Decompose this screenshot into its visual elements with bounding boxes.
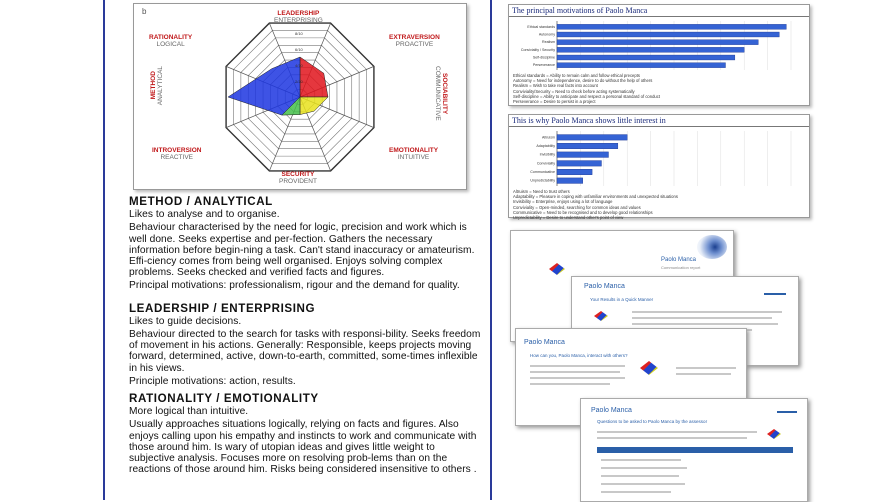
eye-logo-icon	[697, 235, 727, 259]
legend-line: Autonomy = Need for independence, desire to do without the help of others	[513, 78, 653, 84]
text-line	[632, 311, 782, 313]
bar	[557, 47, 744, 52]
left-border-line	[103, 0, 105, 500]
page-subtitle: Questions to be asked to Paolo Manca by the assessor	[597, 419, 708, 424]
section-rationality	[129, 393, 481, 475]
radar-scale-label: 8/10	[295, 31, 303, 36]
right-border-line	[490, 0, 492, 500]
category-label: Realism	[542, 40, 555, 45]
text-line	[597, 431, 757, 433]
bar	[557, 161, 601, 167]
category-label: Conviviality	[536, 161, 555, 166]
section-paragraph: Usually approaches situations logically, relying on facts and figures. Also enjoys calling upon his empathy and instincts to work and communicate with those around him. Is wary of utopian ideas and gives little weight to subjective analysis. Focuses more on resolving prob-lems than on the reactions of those around him. Risks being considered insensitive to others .	[129, 419, 477, 476]
report-page-thumbnail	[580, 398, 808, 502]
category-label: Communicative	[530, 170, 555, 175]
bar	[557, 135, 627, 141]
text-line	[601, 483, 685, 485]
bars-svg	[509, 127, 809, 189]
text-line	[530, 371, 620, 373]
mini-radar-icon	[594, 311, 608, 321]
bar	[557, 152, 608, 158]
bar	[557, 143, 618, 149]
category-label: Altruism	[542, 135, 555, 140]
page-title: Paolo Manca	[524, 339, 565, 346]
page-subtitle: Communication report	[661, 265, 701, 270]
text-line	[601, 475, 679, 477]
bar	[557, 24, 786, 29]
profile-text	[129, 196, 481, 477]
page-bar	[764, 293, 786, 295]
text-line	[601, 459, 681, 461]
section-method	[129, 196, 481, 292]
page-subtitle: How can you, Paolo Manca, interact with others?	[530, 353, 628, 358]
chart-title: This is why Paolo Manca shows little interest in	[509, 115, 809, 127]
section-paragraph: Behaviour characterised by the need for logic, precision and work which is well done. Seeks expertise and per-fection. Gathers the necessary information before begin-ning a task. Can't stand inaccuracy or amateurism. Effi-ciency comes from being well organised. Enjoys solving complex problems. Seeks checked and verified facts and figures.	[129, 222, 475, 279]
category-label: Adaptability	[536, 144, 555, 149]
radar-scale-label: 2/10	[295, 79, 303, 84]
section-heading: METHOD / ANALYTICAL	[129, 195, 273, 208]
text-line	[597, 437, 747, 439]
radar-svg	[134, 4, 466, 189]
bar	[557, 178, 583, 184]
page-bar	[777, 411, 797, 413]
category-label: Perseverance	[532, 63, 555, 68]
category-label: Ethical standards	[527, 24, 555, 29]
category-label: Autonomy	[538, 32, 555, 37]
legend-line: Adaptability = Pleasure in coping with unfamiliar environments and unexpected situations	[513, 194, 678, 200]
section-leadership	[129, 303, 481, 387]
text-line	[676, 373, 731, 375]
legend-line: Realism = Wish to take real facts into account	[513, 83, 598, 89]
page-subtitle: Your Results in a Quick Manner	[590, 297, 654, 302]
section-paragraph: More logical than intuitive.	[129, 406, 249, 418]
bar	[557, 32, 779, 37]
text-line	[632, 323, 778, 325]
text-line	[530, 365, 625, 367]
bar	[557, 63, 725, 68]
bars-svg	[509, 17, 809, 73]
legend-line: Invisibility = Enterprise, enjoys using a lot of language	[513, 199, 613, 205]
legend-line: Ethical standards = Ability to remain calm and follow ethical precepts	[513, 73, 640, 78]
axis-label-sociability: SOCIABILITY COMMUNICATIVE	[434, 66, 448, 121]
axis-label-emotionality: EMOTIONALITY INTUITIVE	[389, 147, 439, 161]
mini-radar-icon	[640, 361, 658, 375]
chart-title: The principal motivations of Paolo Manca	[509, 5, 809, 17]
mini-radar-icon	[767, 429, 781, 439]
page-title: Paolo Manca	[584, 283, 625, 290]
low-interest-chart	[508, 114, 810, 221]
axis-label-rationality: RATIONALITY LOGICAL	[149, 34, 193, 48]
section-paragraph: Likes to analyse and to organise.	[129, 209, 280, 221]
legend-line: Conviviality = Open-minded, searching for common ideas and values	[513, 204, 641, 210]
text-line	[530, 377, 625, 379]
text-line	[601, 467, 687, 469]
radar-scale-label: 6/10	[295, 47, 303, 52]
section-paragraph: Principle motivations: action, results.	[129, 375, 296, 387]
motivations-chart	[508, 4, 810, 106]
radar-yellow-sector	[300, 97, 328, 115]
chart-legend	[509, 73, 809, 104]
section-paragraph: Likes to guide decisions.	[129, 315, 242, 327]
mini-radar-icon	[549, 263, 565, 275]
section-heading: RATIONALITY / EMOTIONALITY	[129, 392, 319, 406]
text-line	[530, 383, 610, 385]
category-label: Self-discipline	[532, 55, 555, 60]
bar	[557, 169, 592, 175]
legend-line: Conviviality/Security = Need to check before acting systematically	[513, 88, 635, 94]
bar	[557, 40, 758, 45]
radar-chart	[133, 3, 467, 190]
page-title: Paolo Manca	[661, 257, 697, 263]
text-line	[601, 491, 671, 493]
axis-label-leadership: LEADERSHIP ENTERPRISING	[274, 10, 323, 24]
radar-scale-label: 4/10	[295, 63, 303, 68]
axis-label-security: SECURITY PROVIDENT	[279, 171, 317, 185]
category-label: Invisibility	[539, 152, 555, 157]
chart-legend	[509, 189, 809, 220]
radar-mark: b	[142, 7, 147, 16]
axis-label-method: METHOD ANALYTICAL	[150, 66, 164, 106]
section-paragraph: Behaviour directed to the search for tasks with responsi-bility. Seeks freedom of movement in his actions. Generally: Responsible, keeps projects moving forward, determined, active, down-to-earth, committed, some-times inflexible in his views.	[129, 329, 481, 374]
text-line	[632, 317, 772, 319]
legend-line: Altruism = Need to trust others	[513, 189, 570, 194]
table-header-bar	[597, 447, 793, 453]
category-label: Conviviality / Security	[520, 47, 555, 52]
category-label: Unpredictability	[530, 178, 555, 183]
axis-label-introversion: INTROVERSION REACTIVE	[152, 147, 202, 161]
radar-blue-sector	[228, 57, 300, 115]
legend-line: Self-discipline = Ability to anticipate and respect a personal standard of conduct	[513, 93, 660, 99]
section-heading: LEADERSHIP / ENTERPRISING	[129, 301, 316, 315]
text-line	[676, 367, 736, 369]
legend-line: Communicative = Need to be recognised and to develop good relationships	[513, 209, 653, 215]
axis-label-extraversion: EXTRAVERSION PROACTIVE	[389, 34, 440, 48]
section-paragraph: Principal motivations: professionalism, rigour and the demand for quality.	[129, 280, 460, 292]
page-title: Paolo Manca	[591, 407, 632, 414]
bar	[557, 55, 735, 60]
legend-line: Unpredictability = Desire to understand other's point of view	[513, 215, 624, 221]
legend-line: Perseverance = Desire to persist in a project	[513, 99, 596, 105]
